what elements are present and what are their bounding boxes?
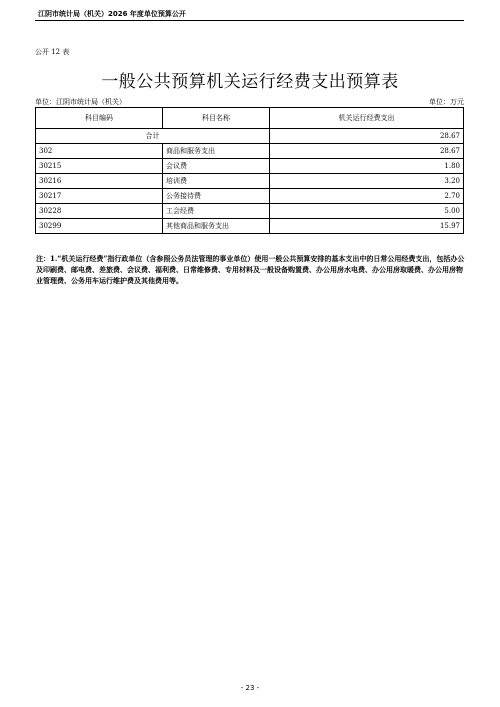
unit-organization: 单位：江阴市统计局（机关）	[35, 98, 126, 106]
table-row	[36, 189, 464, 204]
row-code: 30216	[36, 174, 163, 189]
row-value: 3.20	[270, 174, 464, 189]
table-row	[36, 204, 464, 219]
header-rule	[35, 20, 464, 21]
row-code: 30228	[36, 204, 163, 219]
table-number: 公开 12 表	[35, 48, 70, 56]
row-code: 30215	[36, 159, 163, 174]
row-value: 2.70	[270, 189, 464, 204]
total-label: 合计	[36, 129, 270, 144]
column-header-code: 科目编码	[36, 108, 163, 129]
row-value: 5.00	[270, 204, 464, 219]
page-title: 一般公共预算机关运行经费支出预算表	[101, 72, 399, 92]
table-header-row	[36, 108, 464, 129]
row-name: 会议费	[163, 159, 270, 174]
row-name: 公务接待费	[163, 189, 270, 204]
column-header-name: 科目名称	[163, 108, 270, 129]
row-name: 工会经费	[163, 204, 270, 219]
row-value: 1.80	[270, 159, 464, 174]
row-name: 其他商品和服务支出	[163, 219, 270, 234]
row-value: 28.67	[270, 144, 464, 159]
row-value: 15.97	[270, 219, 464, 234]
budget-table	[35, 107, 464, 234]
total-row	[36, 129, 464, 144]
page-header: 江阴市统计局（机关）2026 年度单位预算公开	[38, 10, 186, 18]
table-row	[36, 144, 464, 159]
row-name: 商品和服务支出	[163, 144, 270, 159]
table-row	[36, 174, 464, 189]
row-code: 30299	[36, 219, 163, 234]
row-code: 302	[36, 144, 163, 159]
column-header-expense: 机关运行经费支出	[270, 108, 464, 129]
unit-currency: 单位：万元	[429, 98, 464, 106]
total-value: 28.67	[270, 129, 464, 144]
table-row	[36, 219, 464, 234]
row-name: 培训费	[163, 174, 270, 189]
row-code: 30217	[36, 189, 163, 204]
footnote: 注：1.“机关运行经费”指行政单位（含参照公务员法管理的事业单位）使用一般公共预算安排的基本支出中的日常公用经费支出，包括办公及印刷费、邮电费、差旅费、会议费、福利费、日常维修费、专用材料及一般设备购置费、办公用房水电费、办公用房取暖费、办公用房物业管理费、公务用车运行维护费及其他费用等。	[36, 254, 465, 285]
table-row	[36, 159, 464, 174]
page-number: - 23 -	[240, 684, 260, 692]
